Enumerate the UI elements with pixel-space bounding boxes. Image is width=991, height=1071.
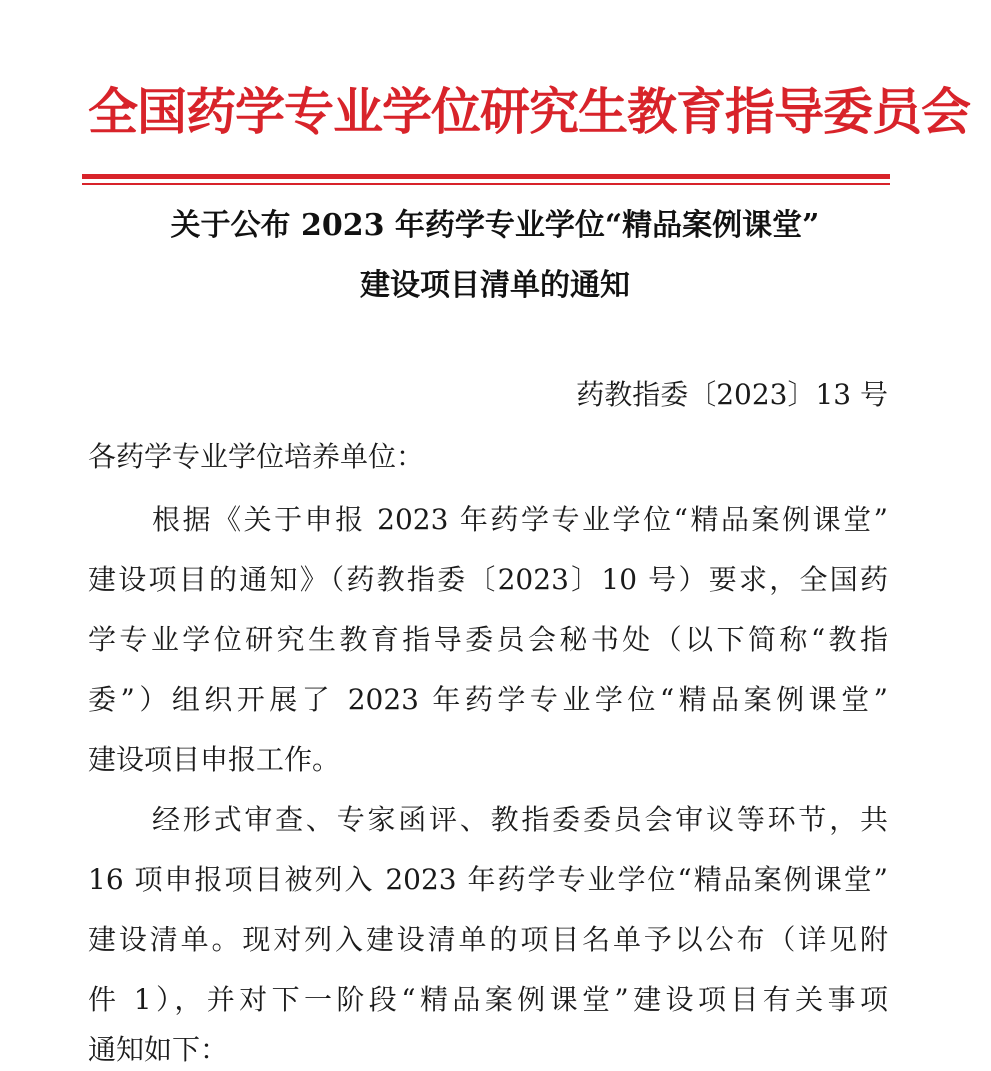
letterhead-divider-thin <box>82 183 890 185</box>
letterhead-organization: 全国药学专业学位研究生教育指导委员会 <box>88 82 970 141</box>
document-title-line-2: 建设项目清单的通知 <box>360 268 630 303</box>
salutation: 各药学专业学位培养单位： <box>88 440 425 473</box>
paragraph-1-line-3: 学专业学位研究生教育指导委员会秘书处（以下简称“教指 <box>88 623 888 656</box>
paragraph-1-line-5: 建设项目申报工作。 <box>88 743 341 776</box>
paragraph-2-line-3: 建设清单。现对列入建设清单的项目名单予以公布（详见附 <box>88 923 888 956</box>
paragraph-2-line-5: 通知如下： <box>88 1033 229 1066</box>
document-title-line-1: 关于公布 2023 年药学专业学位“精品案例课堂” <box>170 208 820 243</box>
letterhead-divider-thick <box>82 174 890 179</box>
paragraph-1-line-4: 委”）组织开展了 2023 年药学专业学位“精品案例课堂” <box>88 683 888 716</box>
paragraph-1-line-2: 建设项目的通知》（药教指委〔2023〕10 号）要求，全国药 <box>88 563 888 596</box>
paragraph-1-line-1: 根据《关于申报 2023 年药学专业学位“精品案例课堂” <box>152 503 888 536</box>
document-number: 药教指委〔2023〕13 号 <box>576 378 888 411</box>
paragraph-2-line-4: 件 1），并对下一阶段“精品案例课堂”建设项目有关事项 <box>88 983 888 1016</box>
paragraph-2-line-2: 16 项申报项目被列入 2023 年药学专业学位“精品案例课堂” <box>88 863 888 896</box>
paragraph-2-line-1: 经形式审查、专家函评、教指委委员会审议等环节，共 <box>152 803 888 836</box>
